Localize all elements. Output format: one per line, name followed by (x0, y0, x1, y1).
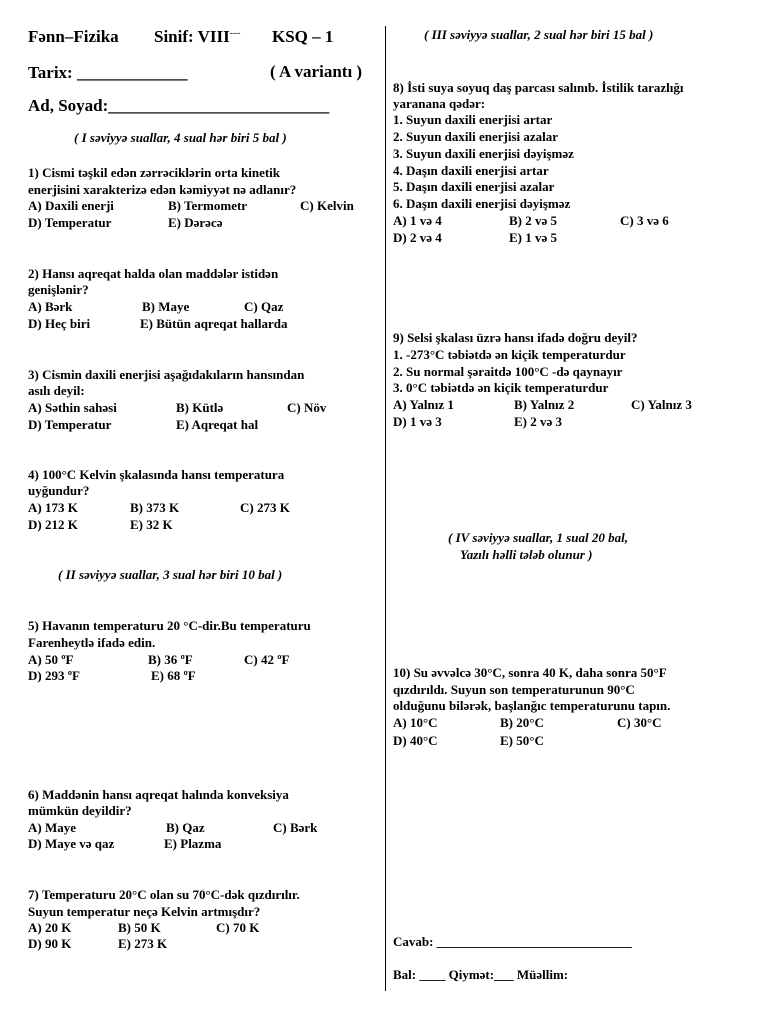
statement-3: 3. Suyun daxili enerjisi dəyişməz (393, 146, 574, 161)
statement-5: 5. Daşın daxili enerjisi azalar (393, 179, 555, 194)
statement-2: 2. Suyun daxili enerjisi azalar (393, 129, 559, 144)
option-d: D) 212 K (28, 517, 78, 532)
option-a: A) Daxili enerji (28, 198, 114, 213)
option-e: E) 32 K (130, 517, 173, 532)
statement-3: 3. 0°C təbiətdə ən kiçik temperaturdur (393, 380, 609, 395)
question-4-text-line-2: uyğundur? (28, 483, 90, 498)
option-c: C) Yalnız 3 (631, 397, 692, 412)
question-4-text-line-1: 4) 100°C Kelvin şkalasında hansı temperatura (28, 467, 285, 482)
option-a: A) 20 K (28, 920, 72, 935)
option-d: D) Maye və qaz (28, 836, 115, 851)
subject-label: Fənn–Fizika (28, 27, 119, 46)
score-line: Bal: ____ Qiymət:___ Müəllim: (393, 967, 569, 982)
date-field: Tarix: _____________ (28, 63, 188, 82)
option-a: A) 1 və 4 (393, 213, 442, 228)
class-superscript: ---- (229, 28, 241, 38)
option-e: E) 68 ºF (151, 668, 196, 683)
question-9-text-line-1: 9) Selsi şkalası üzrə hansı ifadə doğru deyil? (393, 330, 638, 345)
option-a: A) Yalnız 1 (393, 397, 454, 412)
option-e: E) Plazma (164, 836, 222, 851)
option-e: E) 1 və 5 (509, 230, 558, 245)
question-8-text-line-2: yaranana qədər: (393, 96, 486, 111)
question-1-text-line-1: 1) Cismi təşkil edən zərrəciklərin orta kinetik (28, 165, 281, 180)
option-c: C) 70 K (216, 920, 260, 935)
option-c: C) Kelvin (300, 198, 354, 213)
test-label: KSQ – 1 (272, 27, 334, 46)
option-e: E) Aqreqat hal (176, 417, 259, 432)
option-a: A) 50 ºF (28, 652, 74, 667)
section-4-heading-line-2: Yazılı həlli tələb olunur ) (460, 547, 593, 562)
option-d: D) 90 K (28, 936, 72, 951)
option-d: D) Temperatur (28, 417, 112, 432)
question-6-text-line-2: mümkün deyildir? (28, 803, 132, 818)
option-d: D) 1 və 3 (393, 414, 442, 429)
question-10-text-line-2: qızdırıldı. Suyun son temperaturunun 90°C (393, 682, 635, 697)
option-e: E) Dərəcə (168, 215, 223, 230)
question-2-text-line-2: genişlənir? (28, 282, 89, 297)
question-5-text-line-2: Farenheytlə ifadə edin. (28, 635, 156, 650)
option-c: C) Növ (287, 400, 327, 415)
option-d: D) 293 ºF (28, 668, 80, 683)
option-e: E) 2 və 3 (514, 414, 563, 429)
option-d: D) Temperatur (28, 215, 112, 230)
option-b: B) 20°C (500, 715, 544, 730)
option-d: D) 2 və 4 (393, 230, 442, 245)
option-b: B) Kütlə (176, 400, 224, 415)
option-d: D) Heç biri (28, 316, 91, 331)
question-3-text-line-1: 3) Cismin daxili enerjisi aşağıdakıların hansından (28, 367, 305, 382)
option-a: A) 173 K (28, 500, 78, 515)
question-5-text-line-1: 5) Havanın temperaturu 20 °C-dir.Bu temperaturu (28, 618, 311, 633)
statement-4: 4. Daşın daxili enerjisi artar (393, 163, 549, 178)
section-3-heading: ( III səviyyə suallar, 2 sual hər biri 15 bal ) (424, 27, 654, 42)
option-e: E) 273 K (118, 936, 168, 951)
option-d: D) 40°C (393, 733, 438, 748)
question-8-text-line-1: 8) İsti suya soyuq daş parcası salınıb. İstilik tarazlığı (393, 80, 684, 95)
question-10-text-line-3: olduğunu bilərək, başlanğıc temperaturunu tapın. (393, 698, 671, 713)
option-b: B) Qaz (166, 820, 205, 835)
option-c: C) Bərk (273, 820, 318, 835)
option-a: A) Maye (28, 820, 77, 835)
variant-label: ( A variantı ) (270, 62, 363, 81)
statement-1: 1. -273°C təbiətdə ən kiçik temperaturdur (393, 347, 626, 362)
option-e: E) 50°C (500, 733, 544, 748)
statement-6: 6. Daşın daxili enerjisi dəyişməz (393, 196, 571, 211)
question-10-text-line-1: 10) Su əvvəlcə 30°C, sonra 40 K, daha sonra 50°F (393, 665, 667, 680)
option-b: B) Yalnız 2 (514, 397, 575, 412)
question-3-text-line-2: asılı deyil: (28, 383, 85, 398)
option-c: C) 30°C (617, 715, 662, 730)
question-2-text-line-1: 2) Hansı aqreqat halda olan maddələr istidən (28, 266, 279, 281)
option-b: B) Maye (142, 299, 190, 314)
question-7-text-line-2: Suyun temperatur neçə Kelvin artmışdır? (28, 904, 261, 919)
option-c: C) 273 K (240, 500, 290, 515)
class-text: Sinif: VIII (154, 27, 230, 46)
question-7-text-line-1: 7) Temperaturu 20°C olan su 70°C-dək qızdırılır. (28, 887, 300, 902)
option-c: C) Qaz (244, 299, 284, 314)
class-label (154, 27, 240, 47)
statement-2: 2. Su normal şəraitdə 100°C -də qaynayır (393, 364, 623, 379)
statement-1: 1. Suyun daxili enerjisi artar (393, 112, 553, 127)
option-a: A) Səthin sahəsi (28, 400, 117, 415)
column-divider (385, 26, 386, 991)
option-e: E) Bütün aqreqat hallarda (140, 316, 288, 331)
section-4-heading-line-1: ( IV səviyyə suallar, 1 sual 20 bal, (448, 530, 628, 545)
option-a: A) 10°C (393, 715, 438, 730)
option-c: C) 42 ºF (244, 652, 290, 667)
option-a: A) Bərk (28, 299, 73, 314)
question-1-text-line-2: enerjisini xarakterizə edən kəmiyyət nə adlanır? (28, 182, 297, 197)
option-b: B) 50 K (118, 920, 161, 935)
section-1-heading: ( I səviyyə suallar, 4 sual hər biri 5 bal ) (74, 130, 287, 145)
option-b: B) 36 ºF (148, 652, 193, 667)
option-b: B) 2 və 5 (509, 213, 558, 228)
name-field: Ad, Soyad:__________________________ (28, 96, 330, 115)
option-c: C) 3 və 6 (620, 213, 669, 228)
section-2-heading: ( II səviyyə suallar, 3 sual hər biri 10 bal ) (58, 567, 283, 582)
option-b: B) Termometr (168, 198, 248, 213)
option-b: B) 373 K (130, 500, 180, 515)
answer-field: Cavab: ______________________________ (393, 934, 632, 949)
question-6-text-line-1: 6) Maddənin hansı aqreqat halında konveksiya (28, 787, 289, 802)
